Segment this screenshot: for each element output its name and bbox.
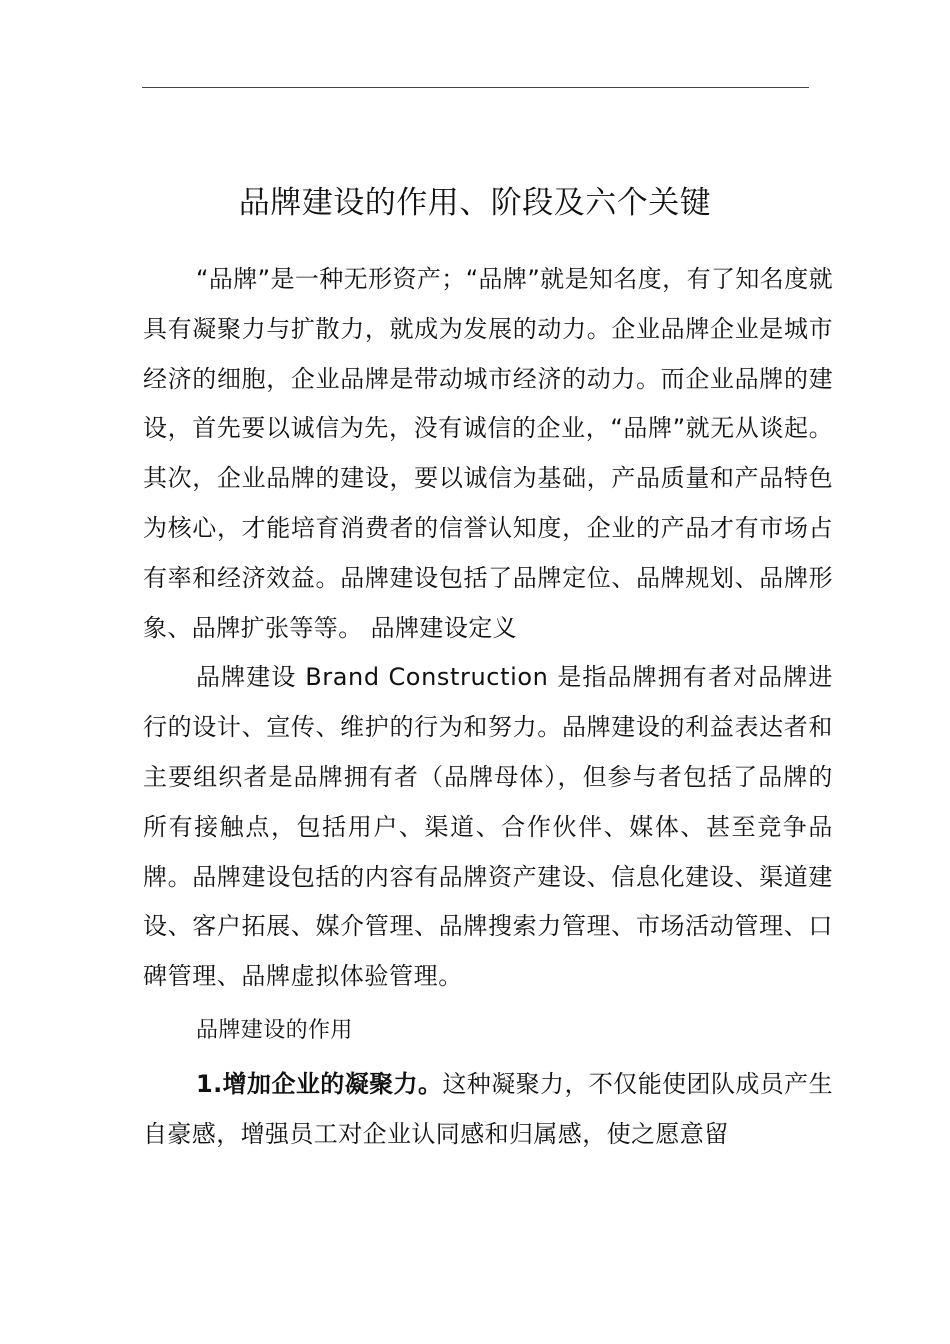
header-rule — [142, 87, 809, 88]
point-1-text: 这种凝聚力，不仅能使团队成员产生自豪感，增强员工对企业认同感和归属感，使之愿意留 — [143, 1069, 833, 1148]
point-1-heading: 1.增加企业的凝聚力。 — [196, 1069, 443, 1098]
point-1-paragraph — [143, 1060, 833, 1160]
intro-paragraph: “品牌”是一种无形资产；“品牌”就是知名度，有了知名度就具有凝聚力与扩散力，就成为发展的动力。企业品牌企业是城市经济的细胞，企业品牌是带动城市经济的动力。而企业品牌的建设，首先要以诚信为先，没有诚信的企业，“品牌”就无从谈起。其次，企业品牌的建设，要以诚信为基础，产品质量和产品特色为核心，才能培育消费者的信誉认知度，企业的产品才有市场占有率和经济效益。品牌建设包括了品牌定位、品牌规划、品牌形象、品牌扩张等等。 品牌建设定义 — [143, 265, 833, 642]
definition-paragraph: 品牌建设 Brand Construction 是指品牌拥有者对品牌进行的设计、宣传、维护的行为和努力。品牌建设的利益表达者和主要组织者是品牌拥有者（品牌母体），但参与者包括了品牌的所有接触点，包括用户、渠道、合作伙伴、媒体、甚至竞争品牌。品牌建设包括的内容有品牌资产建设、信息化建设、渠道建设、客户拓展、媒介管理、品牌搜索力管理、市场活动管理、口碑管理、品牌虚拟体验管理。 — [143, 663, 833, 991]
section-heading: 品牌建设的作用 — [196, 1017, 353, 1043]
document-title: 品牌建设的作用、阶段及六个关键 — [238, 184, 712, 221]
document-body — [143, 255, 833, 1160]
